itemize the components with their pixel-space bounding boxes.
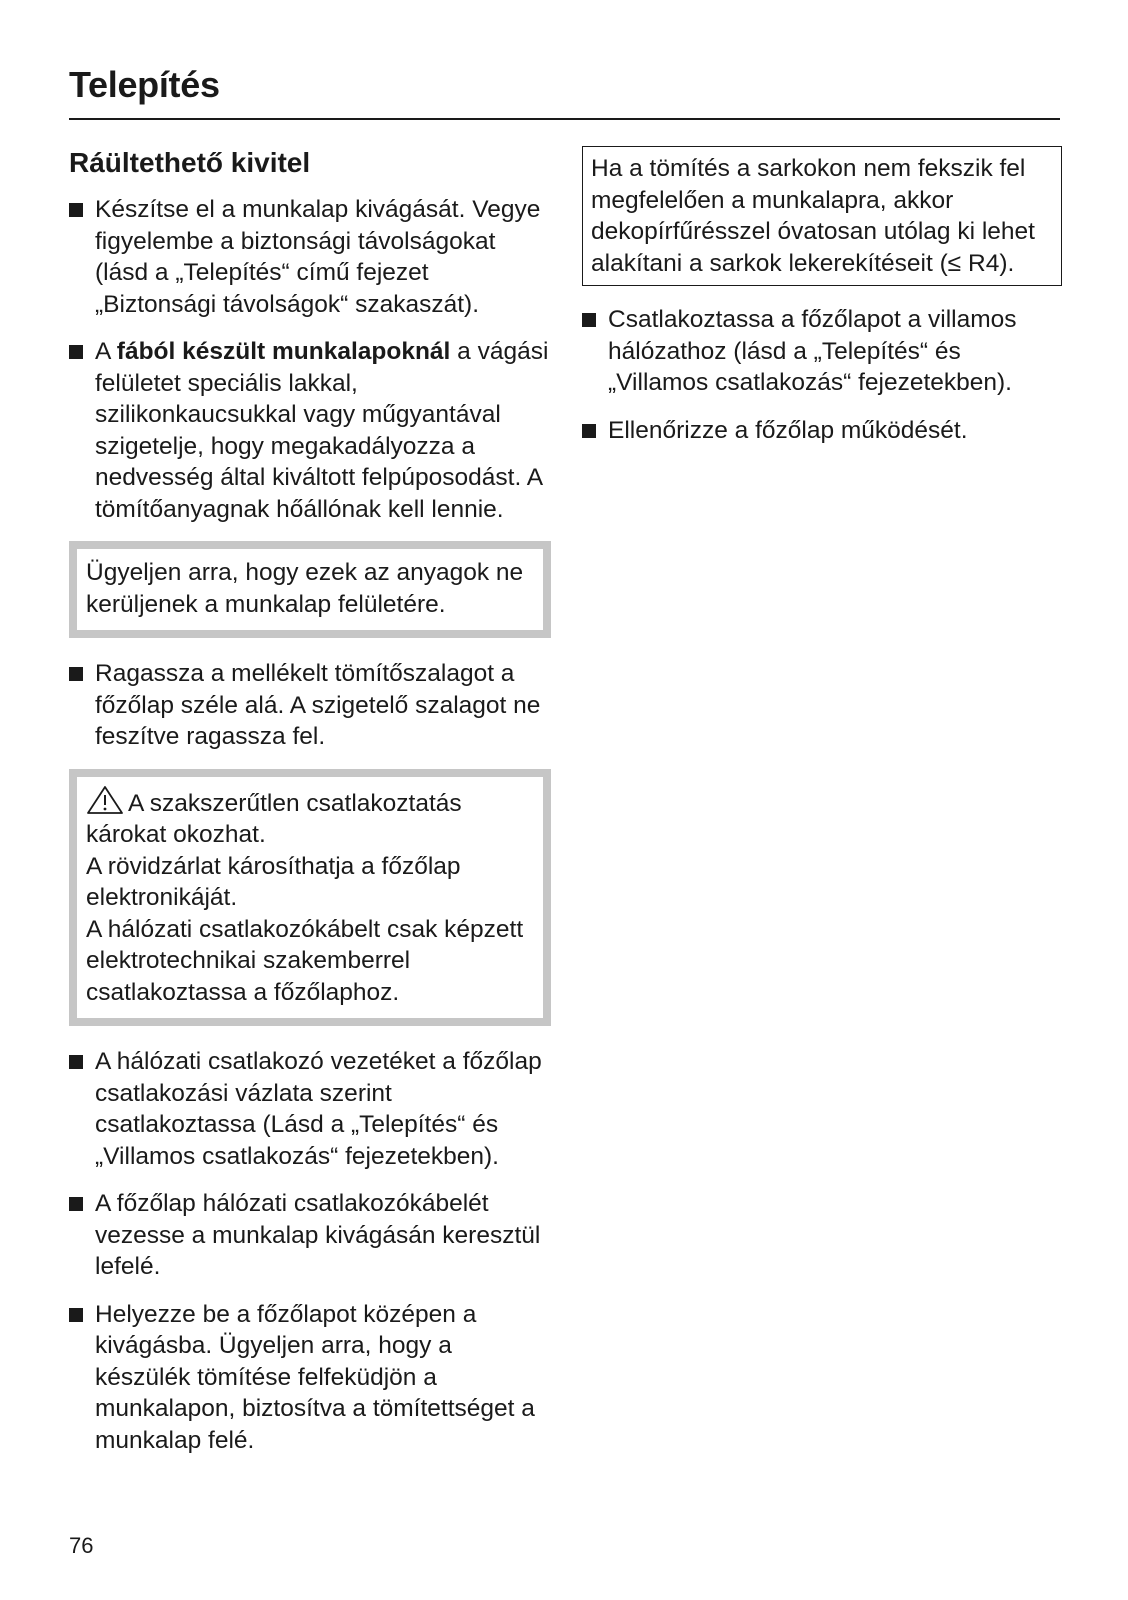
- section-title: Ráültethető kivitel: [69, 147, 311, 178]
- bullet-text: A hálózati csatlakozó vezetéket a főzőlap csatlakozási vázlata szerint csatlakoztassa (Lásd a „Telepítés“ és „Villamos csatlakozás“ fejezetekben).: [95, 1048, 542, 1170]
- bullet-square-icon: [582, 424, 596, 438]
- bullet-text: Ragassza a mellékelt tömítőszalagot a főzőlap széle alá. A szigetelő szalagot ne feszítve ragassza fel.: [95, 660, 541, 750]
- instruction-bullet: [69, 1188, 551, 1283]
- bullet-text-bold: fából készült munkalapoknál: [116, 338, 451, 365]
- instruction-bullet: [582, 415, 1062, 447]
- left-column: [69, 146, 551, 1472]
- bullet-text: Helyezze be a főzőlapot középen a kivágásba. Ügyeljen arra, hogy a készülék tömítése felfeküdjön a munkalapon, biztosítva a tömítettséget a munkalap felé.: [95, 1300, 535, 1454]
- bullet-square-icon: [69, 1055, 83, 1069]
- right-column: [582, 146, 1062, 462]
- instruction-bullet: [69, 658, 551, 753]
- bullet-text-suffix: a vágási felületet speciális lakkal, szilikonkaucsukkal vagy műgyantával szigetelje, hogy megakadályozza a nedvesség által kiváltott felpúposodást. A tömítőanyagnak hőállónak kell lennie.: [95, 338, 549, 523]
- bullet-text: Csatlakoztassa a főzőlapot a villamos hálózathoz (lásd a „Telepítés“ és „Villamos csatlakozás“ fejezetekben).: [608, 306, 1017, 396]
- warning-line: [86, 914, 533, 1009]
- note-box: [69, 541, 551, 638]
- bullet-square-icon: [582, 313, 596, 327]
- tip-text: Ha a tömítés a sarkokon nem fekszik fel megfelelően a munkalapra, akkor dekopírfűrésszel óvatosan utólag ki lehet alakítani a sarkok lekerekítéseit (≤ R4).: [591, 155, 1035, 277]
- bullet-square-icon: [69, 1308, 83, 1322]
- bullet-square-icon: [69, 667, 83, 681]
- note-text: Ügyeljen arra, hogy ezek az anyagok ne kerüljenek a munkalap felületére.: [86, 559, 524, 618]
- page-title: Telepítés: [69, 64, 220, 105]
- bullet-square-icon: [69, 345, 83, 359]
- bullet-text: Készítse el a munkalap kivágását. Vegye figyelembe a biztonsági távolságokat (lásd a „Telepítés“ című fejezet „Biztonsági távolságok“ szakaszát).: [95, 196, 541, 318]
- warning-triangle-icon: [86, 785, 124, 815]
- bullet-text: Ellenőrizze a főzőlap működését.: [608, 416, 968, 444]
- instruction-bullet: [69, 1046, 551, 1172]
- bullet-text-prefix: A: [95, 338, 117, 365]
- title-divider: [69, 118, 1060, 120]
- instruction-bullet: [69, 1299, 551, 1457]
- warning-text: A rövidzárlat károsíthatja a főzőlap elektronikáját.: [86, 852, 461, 911]
- warning-text: A hálózati csatlakozókábelt csak képzett elektrotechnikai szakemberrel csatlakoztassa a főzőlaphoz.: [86, 915, 524, 1006]
- instruction-bullet: [582, 304, 1062, 399]
- bullet-square-icon: [69, 1197, 83, 1211]
- warning-line: [86, 785, 533, 851]
- bullet-text: A főzőlap hálózati csatlakozókábelét vezesse a munkalap kivágásán keresztül lefelé.: [95, 1190, 541, 1280]
- warning-box: [69, 769, 551, 1027]
- instruction-bullet: [69, 336, 551, 525]
- bullet-square-icon: [69, 203, 83, 217]
- warning-text: A szakszerűtlen csatlakoztatás károkat okozhat.: [86, 789, 462, 848]
- instruction-bullet: [69, 194, 551, 320]
- page-number: 76: [69, 1533, 94, 1558]
- tip-box: [582, 146, 1062, 286]
- warning-line: [86, 851, 533, 914]
